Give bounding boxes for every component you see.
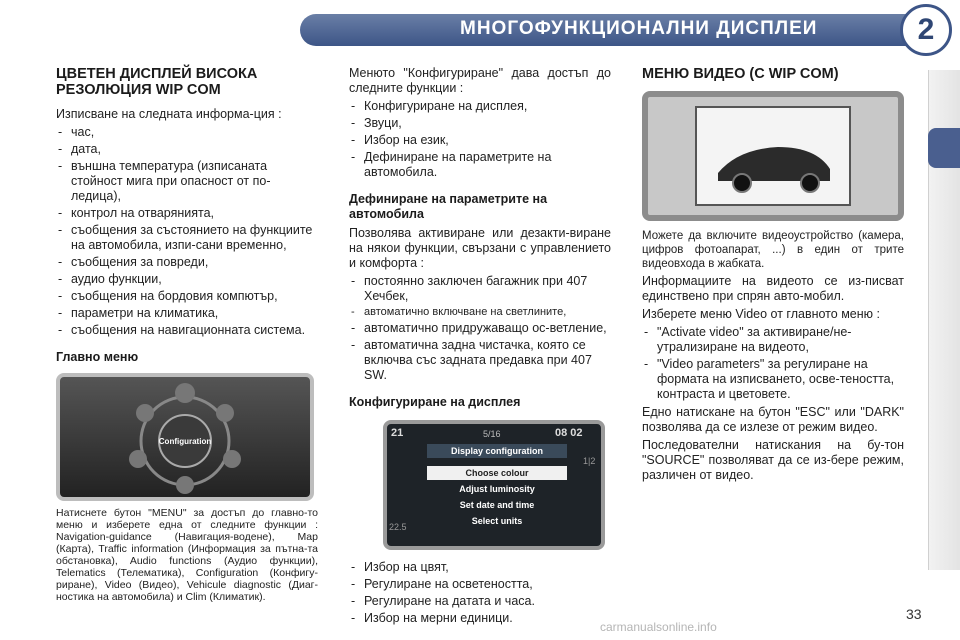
screen-side-left: 22.5 <box>389 522 407 532</box>
section-title-wip-com: ЦВЕТЕН ДИСПЛЕЙ ВИСОКА РЕЗОЛЮЦИЯ WIP COM <box>56 66 258 98</box>
chapter-number-badge: 2 <box>900 4 952 56</box>
config-intro: Менюто "Конфигуриране" дава достъп до следните функции : <box>349 66 611 95</box>
list-item: - Избор на език, <box>349 133 611 148</box>
config-list <box>349 99 611 180</box>
vehicle-params-list <box>349 274 611 383</box>
info-list <box>56 125 318 338</box>
watermark: carmanualsonline.info <box>600 620 717 634</box>
list-item: - съобщения за повреди, <box>56 255 318 270</box>
main-menu-screen-image <box>56 373 314 501</box>
thumb-index-tab-active[interactable] <box>928 128 960 168</box>
display-config-list <box>349 560 611 626</box>
video-p4: Едно натискане на бутон "ESC" или "DARK" позволява да се излезе от режим видео. <box>642 405 904 434</box>
list-item: - съобщения на навигационната система. <box>56 323 318 338</box>
list-item: - съобщения на бордовия компютър, <box>56 289 318 304</box>
video-car-illustration <box>648 97 898 215</box>
screen-menu-item[interactable]: Select units <box>471 516 523 526</box>
chapter-title: МНОГОФУНКЦИОНАЛНИ ДИСПЛЕИ <box>460 18 818 39</box>
main-menu-caption: Натиснете бутон "MENU" за достъп до главно-то меню и изберете една от следните функции : Navigation-guidance (Навигация-водене), Map (Карта), Traffic information (Информация за пътна-та обстановка), Audio functions (Аудио функции), Telematics (Телематика), Configuration (Конфигу-риране), Video (Видео), Vehicule diagnostic (Диаг-ностика на автомобила) и Clim (Климатик). <box>56 507 318 603</box>
main-menu-label: Configuration <box>158 437 212 446</box>
column-video-menu <box>642 66 904 486</box>
screen-side-right: 1|2 <box>583 456 596 466</box>
intro-text: Изписване на следната информа-ция : <box>56 107 282 121</box>
list-item: - контрол на отварянията, <box>56 206 318 221</box>
video-p2: Информациите на видеото се из-писват единствено при спрян авто-мобил. <box>642 274 904 303</box>
screen-menu-item[interactable]: Adjust luminosity <box>459 484 535 494</box>
screen-temp: 21 <box>391 427 404 439</box>
list-item: - аудио функции, <box>56 272 318 287</box>
list-item: - Конфигуриране на дисплея, <box>349 99 611 114</box>
page-header <box>0 0 960 46</box>
column-configuration <box>349 66 611 629</box>
list-item: - Звуци, <box>349 116 611 131</box>
video-options-list <box>642 325 904 402</box>
list-item: - автоматична задна чистачка, която се включва със задната предавка при 407 SW. <box>349 338 611 383</box>
page-number: 33 <box>906 606 922 622</box>
list-item: - Регулиране на осветеността, <box>349 577 611 592</box>
display-config-screen-image <box>383 420 605 550</box>
vehicle-params-text: Позволява активиране или дезакти-виране на някои функции, свързани с управлението и комфорта : <box>349 226 611 270</box>
list-item: - дата, <box>56 142 318 157</box>
list-item: - външна температура (изписаната стойност мига при опасност от по-ледица), <box>56 159 318 204</box>
list-item: - час, <box>56 125 318 140</box>
list-item: - параметри на климатика, <box>56 306 318 321</box>
column-wip-com <box>56 66 318 606</box>
list-item: - Регулиране на датата и часа. <box>349 594 611 609</box>
list-item: - автоматично включване на светлините, <box>349 306 611 319</box>
screen-track: 5/16 <box>483 429 501 439</box>
main-menu-heading: Главно меню <box>56 350 139 364</box>
screen-menu-item-selected[interactable]: Choose colour <box>427 466 567 480</box>
list-item: - Избор на мерни единици. <box>349 611 611 626</box>
vehicle-params-heading: Дефиниране на параметрите на автомобила <box>349 192 548 221</box>
list-item: - съобщения за състоянието на функциите на автомобила, изпи-сани временно, <box>56 223 318 253</box>
screen-menu-item[interactable]: Set date and time <box>459 500 535 510</box>
list-item: - Дефиниране на параметрите на автомобила. <box>349 150 611 180</box>
list-item: - "Video parameters" за регулиране на формата на изписването, осве-теността, контраста и цветовете. <box>642 357 904 402</box>
video-p5: Последователни натискания на бу-тон "SOURCE" позволяват да се из-бере режим, различен от видео. <box>642 438 904 482</box>
list-item: - "Activate video" за активиране/не-утрализиране на видеото, <box>642 325 904 355</box>
display-config-heading: Конфигуриране на дисплея <box>349 395 521 409</box>
video-screen-image <box>642 91 904 221</box>
list-item: - автоматично придружаващо ос-ветление, <box>349 321 611 336</box>
section-title-video: МЕНЮ ВИДЕО (С WIP COM) <box>642 66 839 82</box>
video-p1: Можете да включите видеоустройство (камера, цифров фотоапарат, ...) в един от трите видеовхода в жабката. <box>642 230 904 270</box>
screen-clock: 08 02 <box>555 427 583 439</box>
video-p3: Изберете меню Video от главното меню : <box>642 307 880 321</box>
list-item: - постоянно заключен багажник при 407 Хечбек, <box>349 274 611 304</box>
list-item: - Избор на цвят, <box>349 560 611 575</box>
screen-title: Display configuration <box>427 444 567 458</box>
